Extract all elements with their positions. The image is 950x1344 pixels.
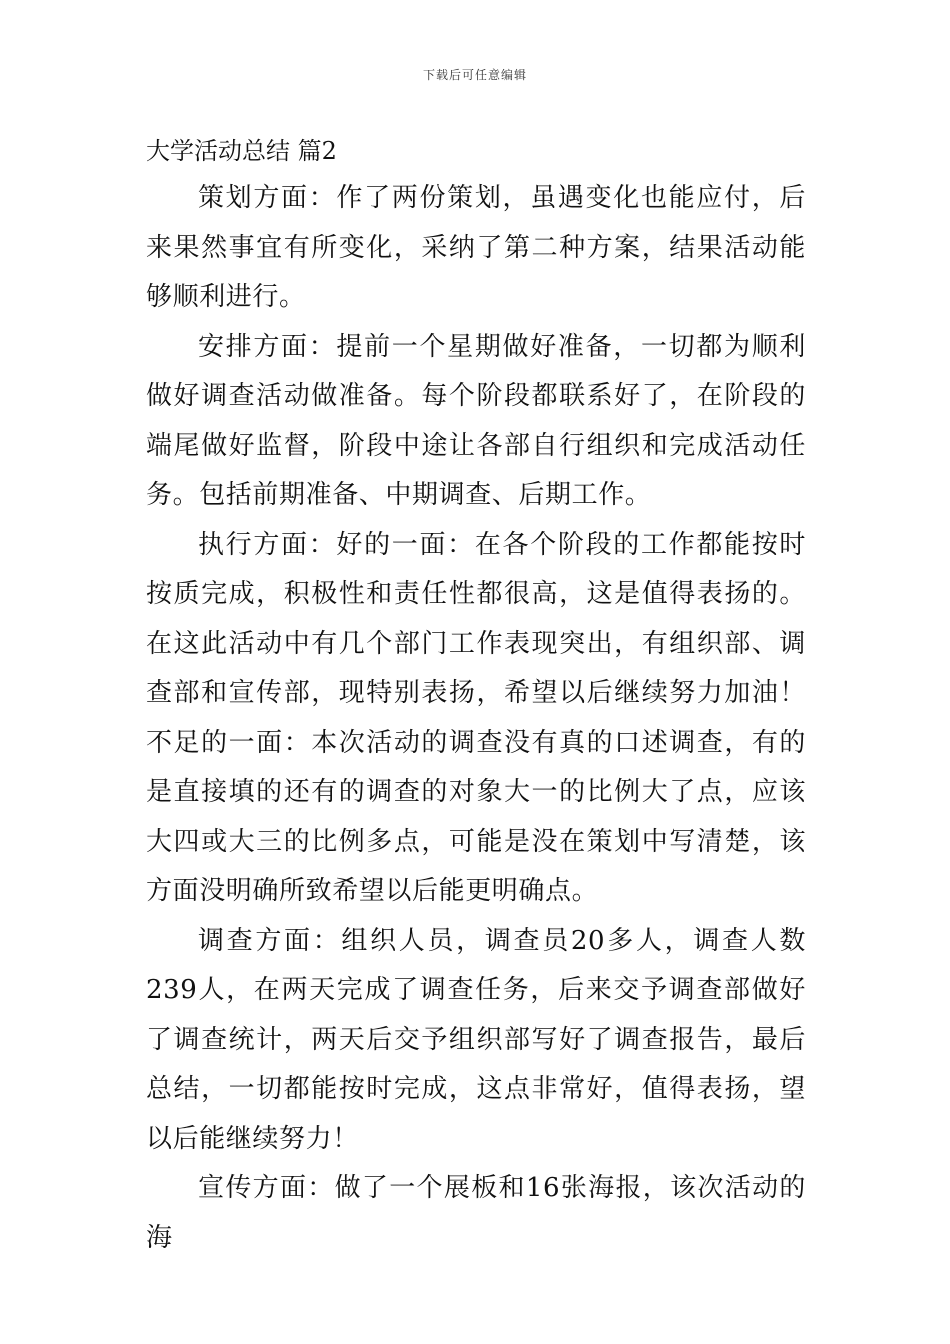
paragraph-execution: 执行方面：好的一面：在各个阶段的工作都能按时按质完成，积极性和责任性都很高，这是值得表扬的。在这此活动中有几个部门工作表现突出，有组织部、调查部和宣传部，现特别表扬，希望以后继续努力加油！不足的一面：本次活动的调查没有真的口述调查，有的是直接填的还有的调查的对象大一的比例大了点，应该大四或大三的比例多点，可能是没在策划中写清楚，该方面没明确所致希望以后能更明确点。 <box>146 529 806 906</box>
document-body <box>146 128 806 1263</box>
paragraph-publicity: 宣传方面：做了一个展板和16张海报，该次活动的海 <box>146 1173 806 1253</box>
paragraph-arrangement: 安排方面：提前一个星期做好准备，一切都为顺利做好调查活动做准备。每个阶段都联系好了，在阶段的端尾做好监督，阶段中途让各部自行组织和完成活动任务。包括前期准备、中期调查、后期工作。 <box>146 331 806 510</box>
paragraph-planning: 策划方面：作了两份策划，虽遇变化也能应付，后来果然事宜有所变化，采纳了第二种方案，结果活动能够顺利进行。 <box>146 183 806 312</box>
paragraph-survey: 调查方面：组织人员，调查员20多人，调查人数239人，在两天完成了调查任务，后来交予调查部做好了调查统计，两天后交予组织部写好了调查报告，最后总结，一切都能按时完成，这点非常好，值得表扬，望以后能继续努力！ <box>146 925 806 1154</box>
document-title: 大学活动总结 篇2 <box>146 137 337 165</box>
page-header-note: 下载后可任意编辑 <box>422 68 527 82</box>
